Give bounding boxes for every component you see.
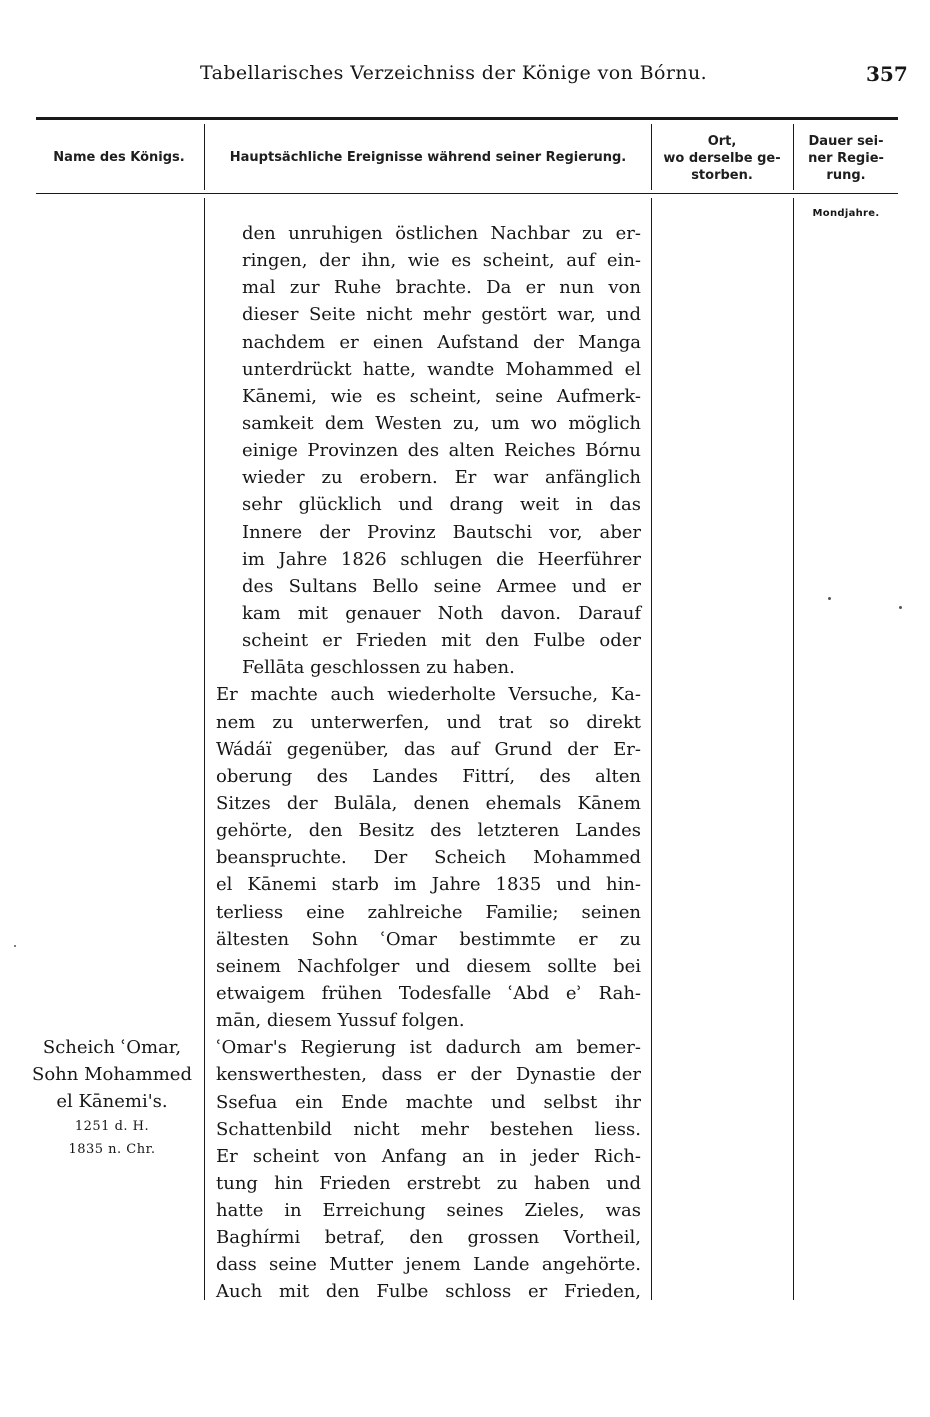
scan-speck [899, 606, 902, 609]
column-divider-1-body [204, 198, 205, 1300]
text-line: dass seine Mutter jenem Lande angehörte. [216, 1254, 641, 1276]
text-line: samkeit dem Westen zu, um wo möglich [242, 412, 641, 434]
king-name-line: Sohn Mohammed [32, 1064, 192, 1085]
text-line: Kānemi, wie es scheint, seine Aufmerk- [242, 385, 641, 407]
text-line: beanspruchte. Der Scheich Mohammed [216, 847, 641, 869]
text-line: Auch mit den Fulbe schloss er Frieden, [216, 1281, 641, 1303]
king-name [26, 1034, 198, 1115]
text-line: ringen, der ihn, wie es scheint, auf ein- [242, 250, 641, 272]
column-header-duration: Dauer sei- ner Regie- rung. [808, 134, 884, 183]
text-line: Baghírmi betraf, den grossen Vortheil, [216, 1227, 641, 1249]
text-line: Er scheint von Anfang an in jeder Rich- [216, 1145, 641, 1167]
text-line: sehr glücklich und drang weit in das [242, 494, 641, 516]
text-line: Fellāta geschlossen zu haben. [242, 657, 515, 679]
paragraph-1 [216, 220, 641, 681]
duration-unit-label: Mondjahre. [812, 208, 880, 219]
text-line: Schattenbild nicht mehr bestehen liess. [216, 1118, 641, 1140]
paragraph-3 [216, 1034, 641, 1305]
king-date-hijri: 1251 d. H. [74, 1119, 150, 1134]
text-line: ʿOmar's Regierung ist dadurch am bemer- [216, 1037, 641, 1059]
text-line: des Sultans Bello seine Armee und er [242, 575, 641, 597]
text-line: kam mit genauer Noth davon. Darauf [242, 602, 641, 624]
text-line: seinem Nachfolger und diesem sollte bei [216, 955, 641, 977]
text-line: mal zur Ruhe brachte. Da er nun von [242, 277, 641, 299]
text-line: gehörte, den Besitz des letzteren Landes [216, 820, 641, 842]
text-line: nachdem er einen Aufstand der Manga [242, 331, 641, 353]
text-line: terliess eine zahlreiche Familie; seinen [216, 901, 641, 923]
column-header-name: Name des Königs. [53, 150, 185, 165]
text-line: einige Provinzen des alten Reiches Bórnu [242, 440, 641, 462]
text-line: mān, diesem Yussuf folgen. [216, 1010, 465, 1032]
text-line: den unruhigen östlichen Nachbar zu er- [242, 223, 641, 244]
text-line: Wádáï gegenüber, das auf Grund der Er- [216, 738, 641, 760]
text-line: hatte in Erreichung seines Zieles, was [216, 1200, 641, 1222]
text-line: ältesten Sohn ʿOmar bestimmte er zu [216, 928, 641, 950]
table-header-bottom-rule [36, 193, 898, 194]
text-line: tung hin Frieden erstrebt zu haben und [216, 1172, 641, 1194]
text-line: nem zu unterwerfen, und trat so direkt [216, 711, 641, 733]
text-line: Er machte auch wiederholte Versuche, Ka- [216, 684, 641, 706]
king-date-christian: 1835 n. Chr. [68, 1142, 156, 1157]
text-line: etwaigem frühen Todesfalle ʿAbd eʾ Rah- [216, 982, 641, 1004]
events-text [216, 220, 641, 1306]
column-divider-3-body [793, 198, 794, 1300]
scan-speck [828, 597, 831, 600]
paragraph-2 [216, 681, 641, 1034]
column-divider-1-header [204, 124, 205, 190]
text-line: Innere der Provinz Bautschi vor, aber [242, 521, 641, 543]
table-top-rule-thick [36, 117, 898, 120]
text-line: unterdrückt hatte, wandte Mohammed el [242, 358, 641, 380]
text-line: dieser Seite nicht mehr gestört war, und [242, 304, 641, 326]
column-divider-2-body [651, 198, 652, 1300]
text-line: el Kānemi starb im Jahre 1835 und hin- [216, 874, 641, 896]
text-line: wieder zu erobern. Er war anfänglich [242, 467, 641, 489]
king-name-line: el Kānemi's. [56, 1091, 168, 1112]
page-number: 357 [866, 62, 908, 86]
column-header-place: Ort, wo derselbe ge- storben. [663, 134, 781, 183]
scan-speck [14, 945, 16, 947]
text-line: im Jahre 1826 schlugen die Heerführer [242, 548, 641, 570]
column-header-events: Hauptsächliche Ereignisse während seiner Regierung. [229, 150, 627, 165]
king-name-line: Scheich ʿOmar, [42, 1037, 182, 1058]
text-line: Ssefua ein Ende machte und selbst ihr [216, 1091, 641, 1113]
text-line: scheint er Frieden mit den Fulbe oder [242, 630, 641, 652]
column-divider-2-header [651, 124, 652, 190]
text-line: Sitzes der Bulāla, denen ehemals Kānem [216, 792, 641, 814]
column-divider-3-header [793, 124, 794, 190]
running-title: Tabellarisches Verzeichniss der Könige von Bórnu. [200, 62, 708, 84]
text-line: oberung des Landes Fittrí, des alten [216, 765, 641, 787]
text-line: kenswerthesten, dass er der Dynastie der [216, 1064, 641, 1086]
